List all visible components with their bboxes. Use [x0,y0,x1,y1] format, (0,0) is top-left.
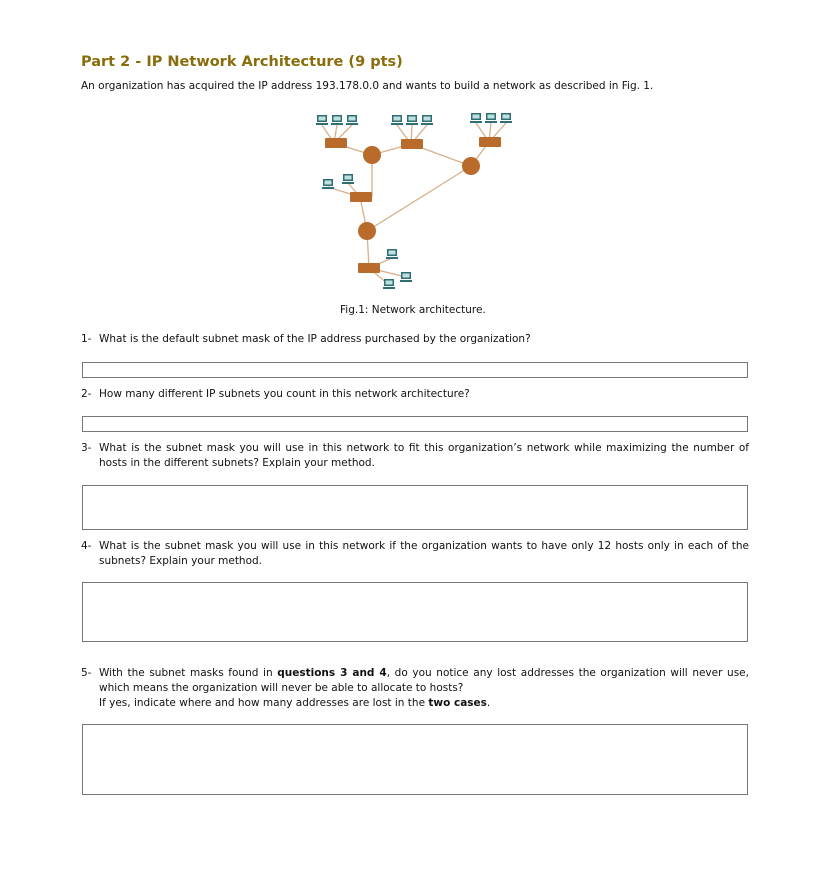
pc-icon [386,249,398,259]
question-3 [81,441,749,471]
question-text: What is the subnet mask you will use in this network to fit this organization’s network while maximizing the number of hosts in the different subnets? Explain your method. [99,442,749,469]
pc-icon [322,179,334,189]
pc-icon [342,174,354,184]
pc-icon [383,279,395,289]
question-text: With the subnet masks found in questions 3 and 4, do you notice any lost addresses the organization will never use, which means the organization will never be able to allocate to hosts? If yes, indicate where and how many addresses are lost in the two cases. [99,667,749,709]
pc-icon [331,115,343,125]
question-text: What is the subnet mask you will use in this network if the organization wants to have only 12 hosts only in each of the subnets? Explain your method. [99,540,749,567]
section-title: Part 2 - IP Network Architecture (9 pts) [81,54,403,70]
router-icon [363,146,381,164]
switch-icon [358,263,380,273]
question-4 [81,539,749,569]
router-icon [462,157,480,175]
answer-box-1[interactable] [82,362,748,378]
question-number: 5- [81,667,92,679]
pc-icon [316,115,328,125]
question-number: 3- [81,442,92,454]
answer-box-2[interactable] [82,416,748,432]
pc-icon [346,115,358,125]
switch-icon [479,137,501,147]
switch-icon [401,139,423,149]
question-text: How many different IP subnets you count in this network architecture? [99,388,470,400]
switches [325,137,501,273]
question-number: 2- [81,388,92,400]
pc-icon [406,115,418,125]
question-text: What is the default subnet mask of the IP address purchased by the organization? [99,333,531,345]
answer-box-5[interactable] [82,724,748,795]
figure-caption: Fig.1: Network architecture. [340,304,486,316]
question-5 [81,666,749,711]
pc-icon [470,113,482,123]
pc-icon [400,272,412,282]
question-1 [81,332,749,347]
question-number: 4- [81,540,92,552]
answer-box-4[interactable] [82,582,748,642]
answer-box-3[interactable] [82,485,748,530]
intro-text: An organization has acquired the IP address 193.178.0.0 and wants to build a network as described in Fig. 1. [81,80,654,92]
switch-icon [325,138,347,148]
pc-icon [500,113,512,123]
network-diagram [300,105,540,295]
pc-icon [485,113,497,123]
switch-icon [350,192,372,202]
router-icon [358,222,376,240]
pc-icon [391,115,403,125]
question-number: 1- [81,333,92,345]
pc-icon [421,115,433,125]
question-2 [81,387,749,402]
